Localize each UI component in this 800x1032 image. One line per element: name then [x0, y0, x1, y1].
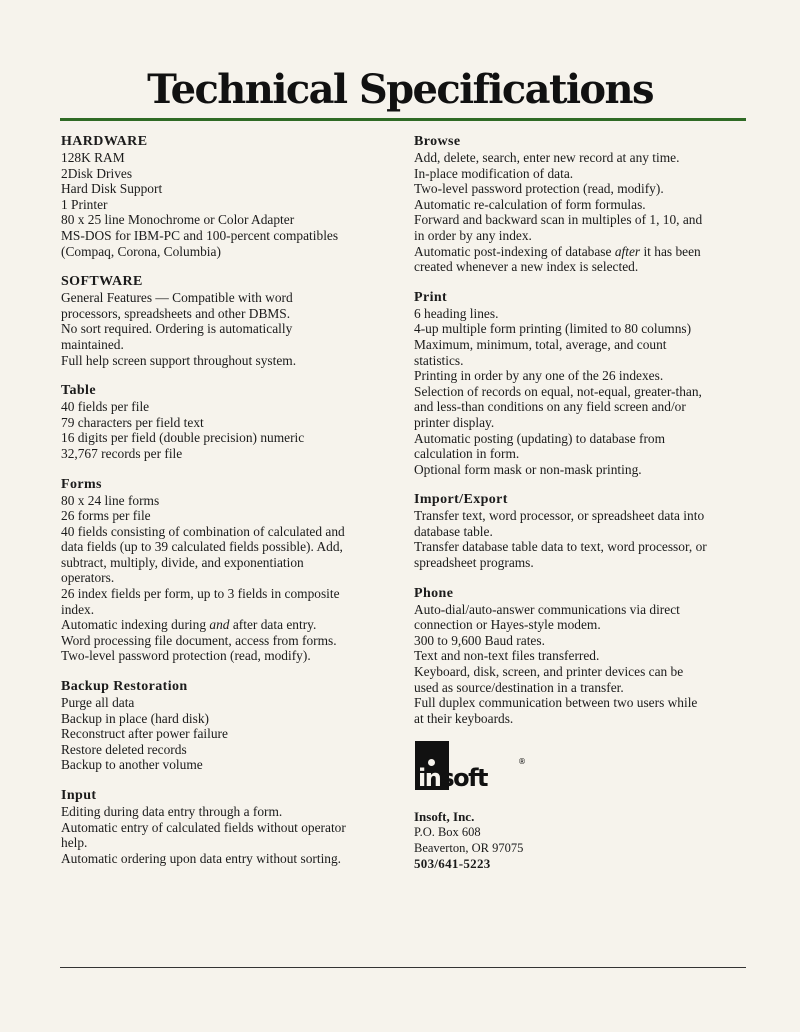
- spec-line: Selection of records on equal, not-equal, greater-than,: [414, 383, 702, 399]
- spec-line: Transfer database table data to text, word processor, or: [414, 539, 707, 555]
- text-run: it has been: [640, 243, 701, 259]
- spec-line: Full help screen support throughout system.: [61, 352, 297, 368]
- spec-line: 1 Printer: [61, 196, 108, 212]
- spec-line: 6 heading lines.: [414, 305, 499, 321]
- spec-line: database table.: [414, 523, 493, 539]
- spec-line: 32,767 records per file: [61, 445, 183, 461]
- spec-line: index.: [61, 601, 95, 617]
- insoft-logo: [415, 741, 525, 793]
- spec-line: Automatic re-calculation of form formulas.: [414, 196, 646, 212]
- post-indexing-line: [414, 244, 764, 260]
- section-title: Phone: [414, 585, 454, 601]
- company-address: [414, 809, 764, 872]
- spec-line: Transfer text, word processor, or spreadsheet data into: [414, 508, 705, 524]
- spec-line: Maximum, minimum, total, average, and count: [414, 336, 667, 352]
- spec-line: Forward and backward scan in multiples of 1, 10, and: [414, 212, 703, 228]
- left-column: [61, 134, 401, 881]
- text-run: Automatic indexing during: [61, 617, 210, 633]
- spec-line: Automatic posting (updating) to database from: [414, 430, 666, 446]
- po-box: P.O. Box 608: [414, 825, 481, 840]
- spec-line: calculation in form.: [414, 446, 520, 462]
- spec-line: Printing in order by any one of the 26 indexes.: [414, 368, 664, 384]
- company-name: Insoft, Inc.: [414, 809, 475, 825]
- spec-line: 26 index fields per form, up to 3 fields in composite: [61, 586, 340, 602]
- spec-line: In-place modification of data.: [414, 165, 574, 181]
- registered-mark: ®: [518, 757, 526, 767]
- input-section: [61, 788, 401, 866]
- spec-line: (Compaq, Corona, Columbia): [61, 243, 221, 259]
- spec-line: at their keyboards.: [414, 710, 514, 726]
- text-run: Automatic post-indexing of database: [414, 243, 615, 259]
- spec-line: 79 characters per field text: [61, 414, 204, 430]
- text-run: after data entry.: [229, 617, 317, 633]
- hardware-section: [61, 134, 401, 259]
- spec-line: statistics.: [414, 352, 464, 368]
- spec-line: Word processing file document, access from forms.: [61, 632, 337, 648]
- forms-section: [61, 477, 401, 665]
- spec-line: Keyboard, disk, screen, and printer devices can be: [414, 664, 684, 680]
- italic-emphasis: after: [614, 243, 641, 259]
- spec-line: Editing during data entry through a form.: [61, 804, 283, 819]
- spec-line: operators.: [61, 570, 115, 586]
- spec-line: General Features — Compatible with word: [61, 290, 293, 306]
- browse-section: [414, 134, 764, 275]
- spec-line: 300 to 9,600 Baud rates.: [414, 632, 545, 648]
- print-section: [414, 290, 764, 478]
- spec-line: printer display.: [414, 414, 495, 430]
- spec-line: Backup to another volume: [61, 757, 203, 773]
- import-export-section: [414, 492, 764, 570]
- spec-line: 4-up multiple form printing (limited to 80 columns): [414, 321, 692, 337]
- spec-line: 128K RAM: [61, 150, 125, 165]
- section-title: HARDWARE: [61, 134, 148, 149]
- section-title: SOFTWARE: [61, 274, 143, 290]
- spec-line: 80 x 25 line Monochrome or Color Adapter: [61, 212, 295, 228]
- spec-line: 40 fields per file: [61, 399, 150, 415]
- section-title: Print: [414, 289, 448, 305]
- spec-line: Optional form mask or non-mask printing.: [414, 461, 642, 477]
- phone-number: 503/641-5223: [414, 856, 491, 872]
- section-title: Browse: [414, 134, 461, 149]
- spec-line: processors, spreadsheets and other DBMS.: [61, 305, 291, 321]
- section-title: Forms: [61, 476, 102, 492]
- spec-line: Purge all data: [61, 695, 135, 711]
- spec-line: Two-level password protection (read, modify).: [414, 181, 664, 197]
- spec-line: Two-level password protection (read, modify).: [61, 648, 311, 664]
- spec-line: 26 forms per file: [61, 508, 151, 524]
- section-title: Input: [61, 788, 97, 803]
- logo-in: in: [418, 764, 441, 793]
- spec-line: 40 fields consisting of combination of calculated and: [61, 523, 345, 539]
- section-title: Import/Export: [414, 492, 508, 508]
- spec-line: Reconstruct after power failure: [61, 726, 228, 742]
- spec-line: maintained.: [61, 336, 124, 352]
- spec-line: Add, delete, search, enter new record at any time.: [414, 150, 680, 165]
- spec-line: in order by any index.: [414, 227, 532, 243]
- spec-line: and less-than conditions on any field screen and/or: [414, 399, 686, 415]
- spec-line: connection or Hayes-style modem.: [414, 617, 601, 633]
- section-title: Backup Restoration: [61, 679, 188, 695]
- footer-rule: [60, 967, 746, 968]
- phone-section: [414, 586, 764, 727]
- spec-line: created whenever a new index is selected.: [414, 259, 639, 275]
- spec-line: Automatic entry of calculated fields without operator: [61, 819, 346, 835]
- spec-line: Auto-dial/auto-answer communications via direct: [414, 601, 680, 617]
- spec-line: help.: [61, 835, 88, 851]
- spec-line: used as source/destination in a transfer.: [414, 679, 624, 695]
- logo-wordmark: [418, 765, 487, 791]
- right-column: [414, 134, 764, 872]
- spec-line: MS-DOS for IBM-PC and 100-percent compatibles: [61, 227, 339, 243]
- backup-section: [61, 679, 401, 773]
- spec-line: spreadsheet programs.: [414, 555, 534, 571]
- title-rule: [60, 118, 746, 121]
- page-title: Technical Specifications: [147, 66, 653, 113]
- spec-line: 80 x 24 line forms: [61, 492, 160, 508]
- indexing-line: [61, 617, 401, 633]
- section-title: Table: [61, 383, 96, 399]
- spec-line: 2Disk Drives: [61, 165, 133, 181]
- spec-line: data fields (up to 39 calculated fields possible). Add,: [61, 539, 343, 555]
- spec-line: subtract, multiply, divide, and exponentiation: [61, 554, 304, 570]
- spec-line: 16 digits per field (double precision) numeric: [61, 430, 305, 446]
- italic-emphasis: and: [209, 617, 230, 633]
- software-section: [61, 274, 401, 368]
- logo-soft: soft: [440, 764, 487, 793]
- city-line: Beaverton, OR 97075: [414, 840, 524, 855]
- table-section: [61, 383, 401, 461]
- spec-line: No sort required. Ordering is automatically: [61, 321, 293, 337]
- spec-line: Automatic ordering upon data entry without sorting.: [61, 850, 342, 866]
- spec-line: Text and non-text files transferred.: [414, 648, 600, 664]
- spec-line: Full duplex communication between two users while: [414, 695, 698, 711]
- spec-line: Hard Disk Support: [61, 181, 163, 197]
- spec-line: Backup in place (hard disk): [61, 710, 209, 726]
- spec-line: Restore deleted records: [61, 741, 187, 757]
